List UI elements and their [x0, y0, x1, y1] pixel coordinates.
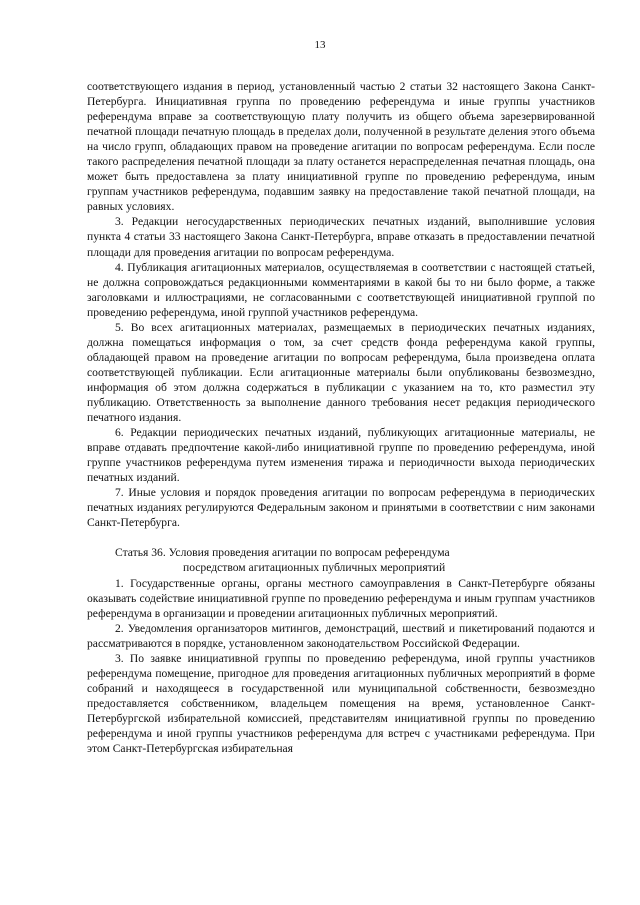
article-paragraph-2: 2. Уведомления организаторов митингов, демонстраций, шествий и пикетирований подаются и рассматриваются в порядке, установленном законодательством Российской Федерации.	[87, 621, 595, 650]
continuation-paragraph: соответствующего издания в период, установленный частью 2 статьи 32 настоящего Закона Санкт-Петербурга. Инициативная группа по проведению референдума и иные группы участников референдума вправе за соответствующую плату получить из общего объема зарезервированной печатной площади печатную площадь в пределах доли, полученной в результате деления этого объема на число групп, обладающих правом на проведение агитации по вопросам референдума. Если после такого распределения печатной площади за плату останется нераспределенная печатная площадь, она может быть предоставлена за плату инициативной группе по проведению референдума, иным группам участников референдума, подавшим заявку на предоставление такой печатной площади, на равных условиях.	[87, 80, 595, 214]
paragraph-5: 5. Во всех агитационных материалах, размещаемых в периодических печатных изданиях, должна помещаться информация о том, за счет средств фонда референдума какой группы, обладающей правом на проведение агитации по вопросам референдума, была произведена оплата соответствующей публикации. Если агитационные материалы были опубликованы безвозмездно, информация об этом должна содержаться в публикации с указанием на то, кто разместил эту публикацию. Ответственность за выполнение данного требования несет редакция периодического печатного издания.	[87, 320, 595, 425]
paragraph-6: 6. Редакции периодических печатных изданий, публикующих агитационные материалы, не вправе отдавать предпочтение какой-либо инициативной группе по проведению референдума, иной группе участников референдума путем изменения тиража и периодичности выхода периодических печатных изданий.	[87, 426, 595, 485]
page-number: 13	[314, 39, 326, 51]
article-heading	[87, 545, 595, 575]
section-gap	[87, 530, 595, 545]
article-paragraph-3: 3. По заявке инициативной группы по проведению референдума, иной группы участников референдума помещение, пригодное для проведения агитационных публичных мероприятий в форме собраний и находящееся в государственной или муниципальной собственности, безвозмездно предоставляется собственником, владельцем помещения на время, установленное Санкт-Петербургской избирательной комиссией, представителям инициативной группы по проведению референдума и иной группы участников референдума для встреч с участниками референдума. При этом Санкт-Петербургская избирательная	[87, 651, 595, 756]
paragraph-4: 4. Публикация агитационных материалов, осуществляемая в соответствии с настоящей статьей, не должна сопровождаться редакционными комментариями в какой бы то ни было форме, а также заголовками и иллюстрациями, не согласованными с соответствующей инициативной группой по проведению референдума, иной группой участников референдума.	[87, 260, 595, 319]
document-body	[87, 79, 595, 756]
article-heading-line-2: посредством агитационных публичных мероприятий	[183, 561, 446, 575]
article-heading-line-1: Статья 36. Условия проведения агитации по вопросам референдума	[115, 546, 450, 560]
article-paragraph-1: 1. Государственные органы, органы местного самоуправления в Санкт-Петербурге обязаны оказывать содействие инициативной группе по проведению референдума и иным группам участников референдума в организации и проведении агитационных публичных мероприятий.	[87, 576, 595, 620]
paragraph-3: 3. Редакции негосударственных периодических печатных изданий, выполнившие условия пункта 4 статьи 33 настоящего Закона Санкт-Петербурга, вправе отказать в предоставлении печатной площади для проведения агитации по вопросам референдума.	[87, 215, 595, 259]
paragraph-7: 7. Иные условия и порядок проведения агитации по вопросам референдума в периодических печатных изданиях регулируются Федеральным законом и принятыми в соответствии с ним законами Санкт-Петербурга.	[87, 486, 595, 530]
